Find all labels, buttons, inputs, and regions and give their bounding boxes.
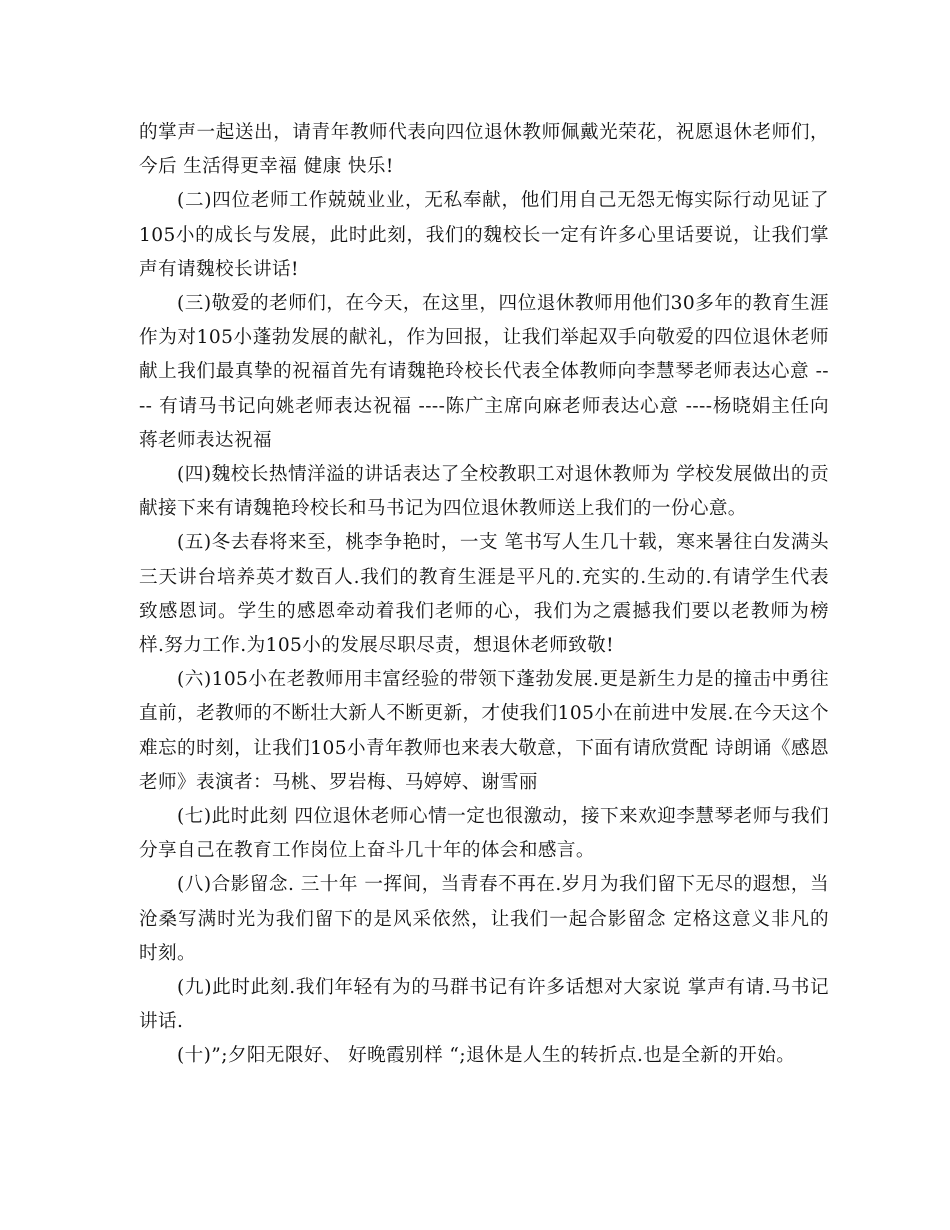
paragraph-8: (八)合影留念. 三十年 一挥间，当青春不再在.岁月为我们留下无尽的遐想，当沧桑写满时光为我们留下的是风采依然，让我们一起合影留念 定格这意义非凡的时刻。 bbox=[139, 874, 829, 964]
paragraph-9: (九)此时此刻.我们年轻有为的马群书记有许多话想对大家说 掌声有请.马书记讲话. bbox=[139, 977, 829, 1033]
paragraph-6: (六)105小在老教师用丰富经验的带领下蓬勃发展.更是新生力是的撞击中勇往直前，老教师的不断壮大新人不断更新，才使我们105小在前进中发展.在今天这个难忘的时刻，让我们105小青年教师也来表大敬意，下面有请欣赏配 诗朗诵《感恩老师》表演者：马桃、罗岩梅、马婷婷、谢雪丽 bbox=[139, 669, 829, 793]
paragraph-3: (三)敬爱的老师们，在今天，在这里，四位退休教师用他们30多年的教育生涯 作为对105小蓬勃发展的献礼，作为回报，让我们举起双手向敬爱的四位退休老师献上我们最真挚的祝福首先有请魏艳玲校长代表全体教师向李慧琴老师表达心意 ---- 有请马书记向姚老师表达祝福 ----陈广主席向麻老师表达心意 ----杨晓娟主任向蒋老师表达祝福 bbox=[139, 293, 836, 451]
paragraph-2: (二)四位老师工作兢兢业业，无私奉献，他们用自己无怨无悔实际行动见证了105小的成长与发展，此时此刻，我们的魏校长一定有许多心里话要说，让我们掌声有请魏校长讲话! bbox=[139, 190, 829, 280]
document-body bbox=[139, 116, 836, 1074]
paragraph-continuation: 的掌声一起送出，请青年教师代表向四位退休教师佩戴光荣花，祝愿退休老师们，今后 生活得更幸福 健康 快乐! bbox=[139, 122, 829, 178]
paragraph-5: (五)冬去春将来至，桃李争艳时，一支 笔书写人生几十载，寒来暑往白发满头三天讲台培养英才数百人.我们的教育生涯是平凡的.充实的.生动的.有请学生代表致感恩词。学生的感恩牵动着我们老师的心，我们为之震撼我们要以老教师为榜样.努力工作.为105小的发展尽职尽责，想退休老师致敬! bbox=[139, 532, 829, 657]
paragraph-10: (十)”;夕阳无限好、 好晚霞别样 “;退休是人生的转折点.也是全新的开始。 bbox=[177, 1045, 796, 1067]
paragraph-7: (七)此时此刻 四位退休老师心情一定也很激动，接下来欢迎李慧琴老师与我们分享自己在教育工作岗位上奋斗几十年的体会和感言。 bbox=[139, 806, 829, 862]
paragraph-4: (四)魏校长热情洋溢的讲话表达了全校教职工对退休教师为 学校发展做出的贡献接下来有请魏艳玲校长和马书记为四位退休教师送上我们的一份心意。 bbox=[139, 464, 829, 520]
